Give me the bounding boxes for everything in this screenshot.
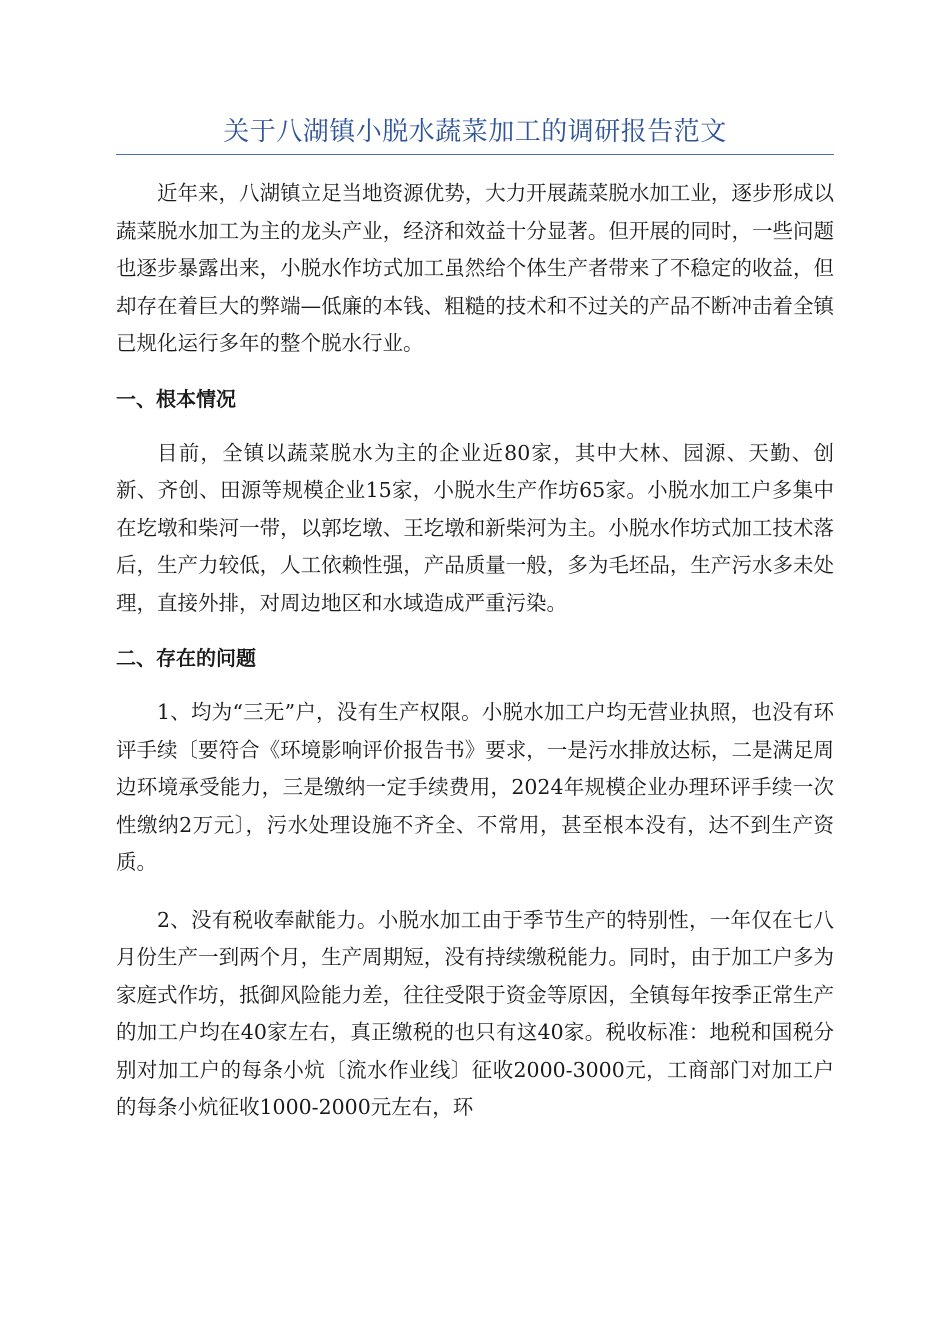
section-paragraph: 1、均为“三无”户，没有生产权限。小脱水加工户均无营业执照，也没有环评手续〔要符合《环境影响评价报告书》要求，一是污水排放达标，二是满足周边环境承受能力，三是缴纳一定手续费用，2024年规模企业办理环评手续一次性缴纳2万元〕，污水处理设施不齐全、不常用，甚至根本没有，达不到生产资质。 (116, 700, 834, 874)
section-heading-existing-problems: 二、存在的问题 (116, 646, 256, 670)
document-title: 关于八湖镇小脱水蔬菜加工的调研报告范文 (116, 112, 834, 155)
section-paragraph: 目前，全镇以蔬菜脱水为主的企业近80家，其中大林、园源、天勤、创新、齐创、田源等规模企业15家，小脱水生产作坊65家。小脱水加工户多集中在圪墩和柴河一带，以郭圪墩、王圪墩和新柴河为主。小脱水作坊式加工技术落后，生产力较低，人工依赖性强，产品质量一般，多为毛坯品，生产污水多未处理，直接外排，对周边地区和水域造成严重污染。 (116, 440, 834, 615)
document-page (116, 112, 834, 1127)
section-paragraph: 2、没有税收奉献能力。小脱水加工由于季节生产的特别性，一年仅在七八月份生产一到两个月，生产周期短，没有持续缴税能力。同时，由于加工户多为家庭式作坊，抵御风险能力差，往往受限于资金等原因，全镇每年按季正常生产的加工户均在40家左右，真正缴税的也只有这40家。税收标准：地税和国税分别对加工户的每条小炕〔流水作业线〕征收2000-3000元，工商部门对加工户的每条小炕征收1000-2000元左右，环 (116, 907, 834, 1119)
section-heading-basic-situation: 一、根本情况 (116, 386, 236, 411)
intro-paragraph: 近年来，八湖镇立足当地资源优势，大力开展蔬菜脱水加工业，逐步形成以蔬菜脱水加工为主的龙头产业，经济和效益十分显著。但开展的同时，一些问题也逐步暴露出来，小脱水作坊式加工虽然给个体生产者带来了不稳定的收益，但却存在着巨大的弊端—低廉的本钱、粗糙的技术和不过关的产品不断冲击着全镇已规化运行多年的整个脱水行业。 (116, 181, 834, 355)
